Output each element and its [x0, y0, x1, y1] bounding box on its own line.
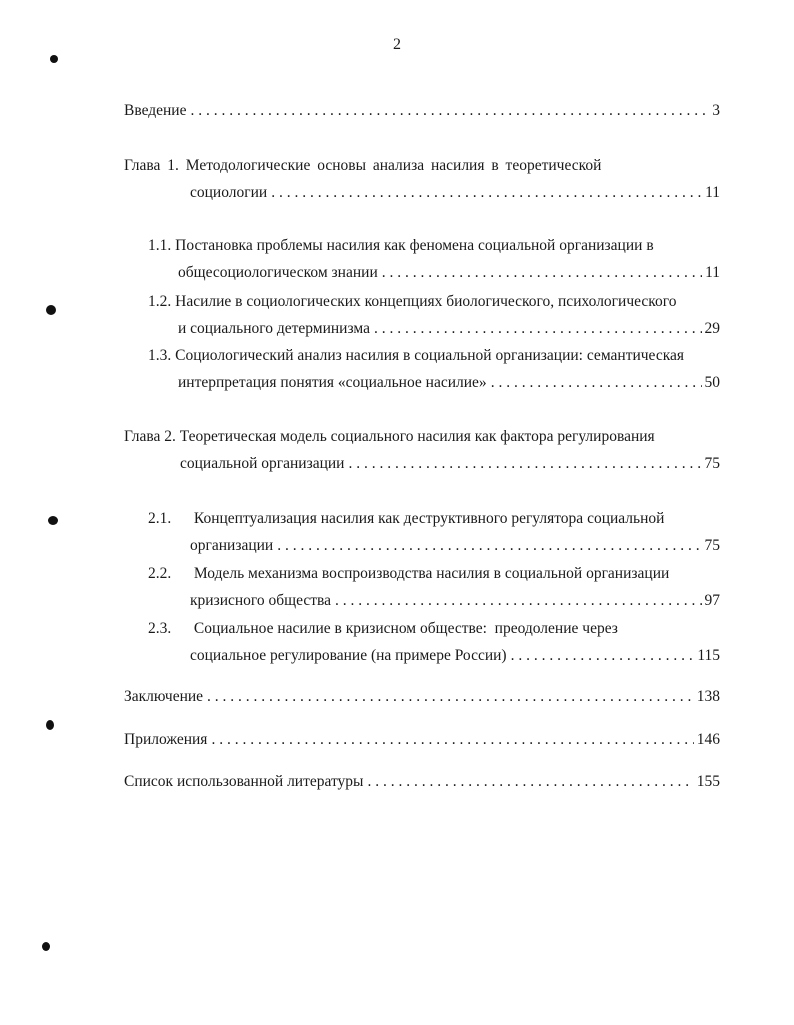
toc-entry-page: 138 [696, 688, 720, 705]
section-title: Насилие в социологических концепциях биологического, психологического [175, 293, 677, 310]
dot-leader [367, 772, 693, 792]
toc-entry-page: 146 [696, 731, 720, 748]
dot-leader [511, 646, 695, 666]
toc-entry-section-2-2[interactable] [190, 591, 720, 611]
toc-entry-section-2-3[interactable] [190, 646, 720, 666]
toc-entry-section-2-1[interactable] [190, 536, 720, 556]
scan-speck [50, 55, 58, 63]
toc-entry-page: 115 [697, 647, 720, 664]
dot-leader [277, 536, 701, 556]
scan-speck [48, 516, 58, 525]
dot-leader [271, 183, 702, 203]
toc-entry-label: организации [190, 537, 274, 554]
toc-entry-label: интерпретация понятия «социальное насилие» [178, 374, 487, 391]
section-number: 2.2. [148, 565, 172, 582]
toc-entry-intro[interactable] [124, 101, 720, 121]
section-number: 1.1. [148, 237, 172, 254]
toc-entry-page: 29 [704, 320, 720, 337]
toc-entry-label: социальное регулирование (на примере России) [190, 647, 507, 664]
section-title: Социальное насилие в кризисном обществе: преодоление через [193, 620, 618, 637]
toc-section-1-1-title [148, 236, 654, 256]
toc-entry-label: Введение [124, 102, 187, 119]
scan-speck [46, 720, 54, 730]
section-title: Концептуализация насилия как деструктивного регулятора социальной [193, 510, 665, 527]
dot-leader [211, 730, 693, 750]
toc-entry-page: 75 [704, 455, 720, 472]
toc-chapter-2-title: Глава 2. Теоретическая модель социального насилия как фактора регулирования [124, 428, 655, 445]
toc-entry-label: социальной организации [180, 455, 345, 472]
toc-entry-section-1-2[interactable] [178, 319, 720, 339]
toc-entry-page: 97 [704, 592, 720, 609]
section-title: Постановка проблемы насилия как феномена социальной организации в [175, 237, 654, 254]
toc-entry-conclusion[interactable] [124, 687, 720, 707]
dot-leader [190, 101, 709, 121]
dot-leader [374, 319, 702, 339]
scan-speck [46, 305, 56, 315]
toc-entry-label: и социального детерминизма [178, 320, 370, 337]
toc-entry-label: кризисного общества [190, 592, 331, 609]
section-number: 2.1. [148, 510, 172, 527]
toc-section-2-3-title [148, 619, 618, 639]
toc-section-2-2-title [148, 564, 669, 584]
toc-section-2-1-title [148, 509, 664, 529]
toc-entry-appendices[interactable] [124, 730, 720, 750]
toc-entry-page: 11 [705, 264, 720, 281]
page-number: 2 [393, 36, 401, 53]
toc-section-1-2-title [148, 292, 676, 312]
toc-entry-label: Заключение [124, 688, 204, 705]
toc-entry-section-1-3[interactable] [178, 373, 720, 393]
section-title: Модель механизма воспроизводства насилия в социальной организации [193, 565, 670, 582]
toc-entry-label: Список использованной литературы [124, 773, 364, 790]
toc-entry-page: 50 [704, 374, 720, 391]
dot-leader [207, 687, 694, 707]
toc-entry-section-1-1[interactable] [178, 263, 720, 283]
toc-chapter-1-title: Глава 1. Методологические основы анализа насилия в теоретической [124, 157, 602, 174]
toc-entry-label: Приложения [124, 731, 208, 748]
toc-entry-chapter-1[interactable] [190, 183, 720, 203]
toc-entry-chapter-2[interactable] [180, 454, 720, 474]
toc-entry-page: 3 [712, 102, 720, 119]
toc-entry-references[interactable] [124, 772, 720, 792]
section-number: 2.3. [148, 620, 172, 637]
section-number: 1.3. [148, 347, 172, 364]
dot-leader [382, 263, 702, 283]
dot-leader [348, 454, 701, 474]
toc-entry-page: 11 [705, 184, 720, 201]
toc-section-1-3-title [148, 346, 684, 366]
toc-entry-label: общесоциологическом знании [178, 264, 378, 281]
section-number: 1.2. [148, 293, 172, 310]
toc-entry-page: 155 [696, 773, 720, 790]
dot-leader [335, 591, 702, 611]
section-title: Социологический анализ насилия в социальной организации: семантическая [175, 347, 685, 364]
toc-entry-page: 75 [704, 537, 720, 554]
toc-entry-label: социологии [190, 184, 268, 201]
scan-speck [42, 942, 50, 951]
dot-leader [491, 373, 702, 393]
